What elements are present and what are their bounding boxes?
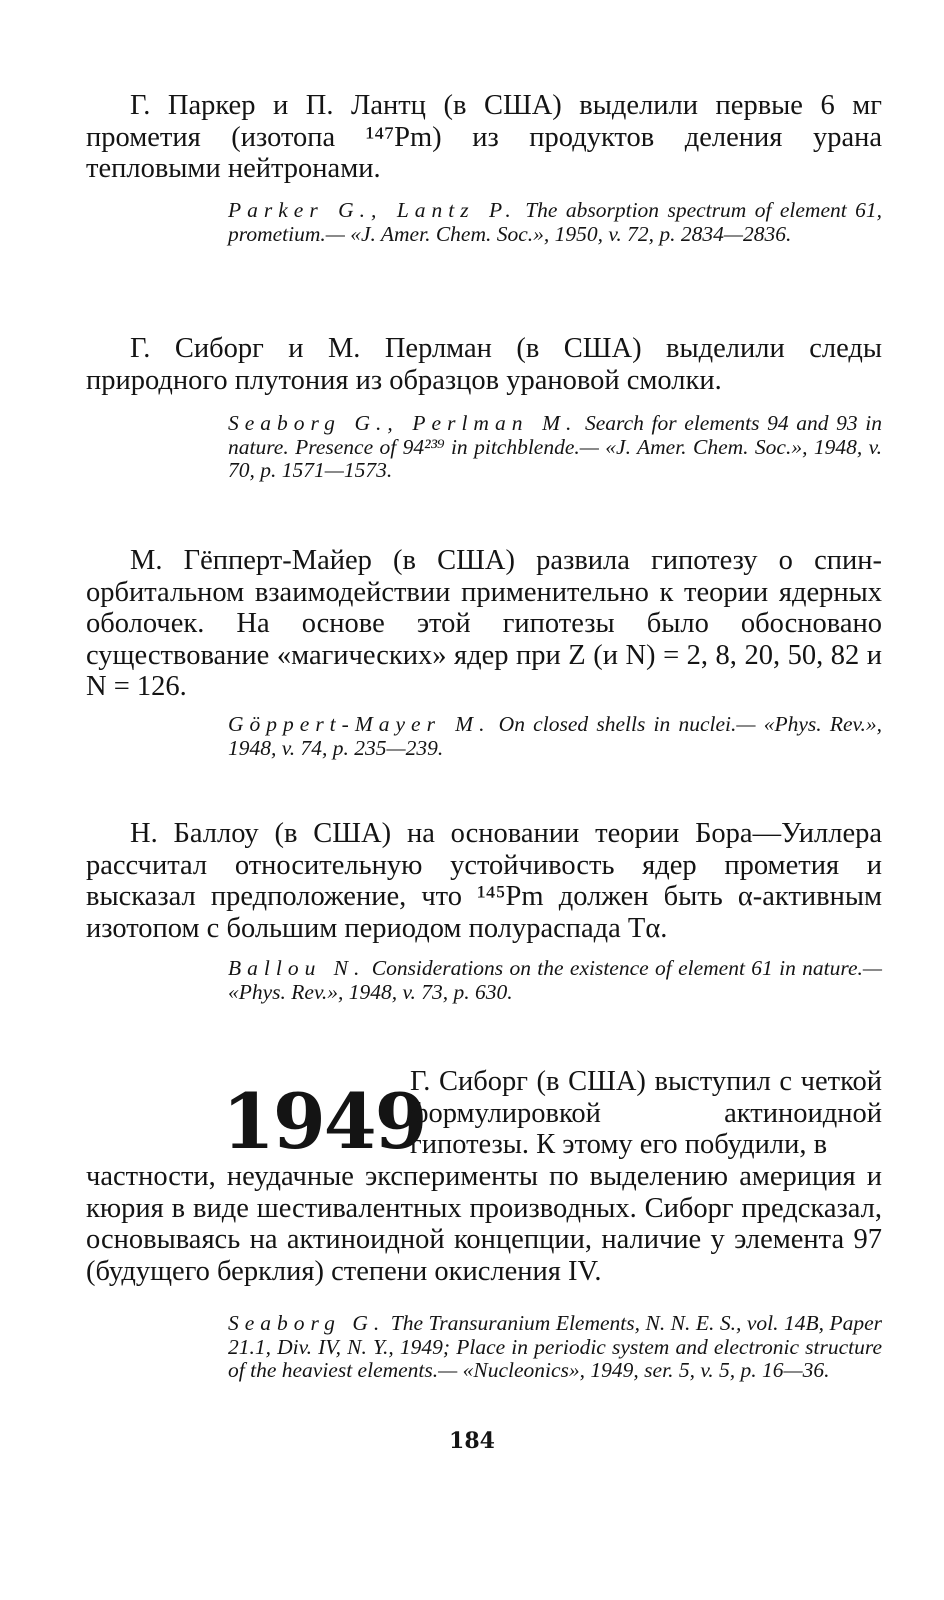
entry-goeppert-mayer: М. Гёпперт-Майер (в США) развила гипотезу о спин-орбитальном взаимодействии применительно к теории ядерных оболочек. На основе этой гипотезы было обосновано существование «магических» ядер при Z (и N) = 2, 8, 20, 50, 82 и N = 126.: [86, 545, 882, 703]
reference-seaborg-1949: [228, 1312, 882, 1383]
entry-parker-lantz: Г. Паркер и П. Лантц (в США) выделили первые 6 мг прометия (изотопа ¹⁴⁷Pm) из продуктов деления урана тепловыми нейтронами.: [86, 90, 882, 185]
reference-details: Considerations on the existence of element 61 in nature.— «Phys. Rev.», 1948, v. 73, p. 630.: [228, 956, 883, 1004]
entry-1949-seaborg-continued: частности, неудачные эксперименты по выделению америция и кюрия в виде шестивалентных производных. Сиборг предсказал, основываясь на актиноидной концепции, наличие у элемента 97 (будущего берклия) степени окисления IV.: [86, 1161, 882, 1287]
year-heading: 1949: [222, 1077, 426, 1166]
reference-authors: Seaborg G.: [228, 1311, 386, 1335]
reference-details: The absorption spectrum of element 61, prometium.— «J. Amer. Chem. Soc.», 1950, v. 72, p. 2834—2836.: [228, 198, 883, 246]
page-number: 184: [449, 1428, 495, 1454]
reference-parker-lantz: [228, 199, 882, 246]
reference-authors: Göppert-Mayer M.: [228, 712, 491, 736]
reference-authors: Parker G., Lantz P.: [228, 198, 517, 222]
reference-details: On closed shells in nuclei.— «Phys. Rev.», 1948, v. 74, p. 235—239.: [228, 712, 883, 760]
entry-ballou: Н. Баллоу (в США) на основании теории Бора—Уиллера рассчитал относительную устойчивость ядер прометия и высказал предположение, что ¹⁴⁵Pm должен быть α-активным изотопом с большим периодом полураспада Tα.: [86, 818, 882, 944]
entry-1949-seaborg-side: Г. Сиборг (в США) выступил с четкой формулировкой актиноидной гипотезы. К этому его побудили, в: [410, 1066, 882, 1161]
reference-details: Search for elements 94 and 93 in nature. Presence of 94²³⁹ in pitchblende.— «J. Amer. Chem. Soc.», 1948, v. 70, p. 1571—1573.: [228, 411, 883, 483]
reference-authors: Ballou N.: [228, 956, 366, 980]
entry-seaborg-perlman: Г. Сиборг и М. Перлман (в США) выделили следы природного плутония из образцов урановой смолки.: [86, 333, 882, 396]
reference-goeppert-mayer: [228, 713, 882, 760]
reference-authors: Seaborg G., Perlman M.: [228, 411, 578, 435]
reference-ballou: [228, 957, 882, 1004]
reference-details: The Transuranium Elements, N. N. E. S., vol. 14B, Paper 21.1, Div. IV, N. Y., 1949; Place in periodic system and electronic structure of the heaviest elements.— «Nucleonics», 1949, ser. 5, v. 5, p. 16—36.: [228, 1311, 883, 1383]
reference-seaborg-perlman: [228, 412, 882, 483]
